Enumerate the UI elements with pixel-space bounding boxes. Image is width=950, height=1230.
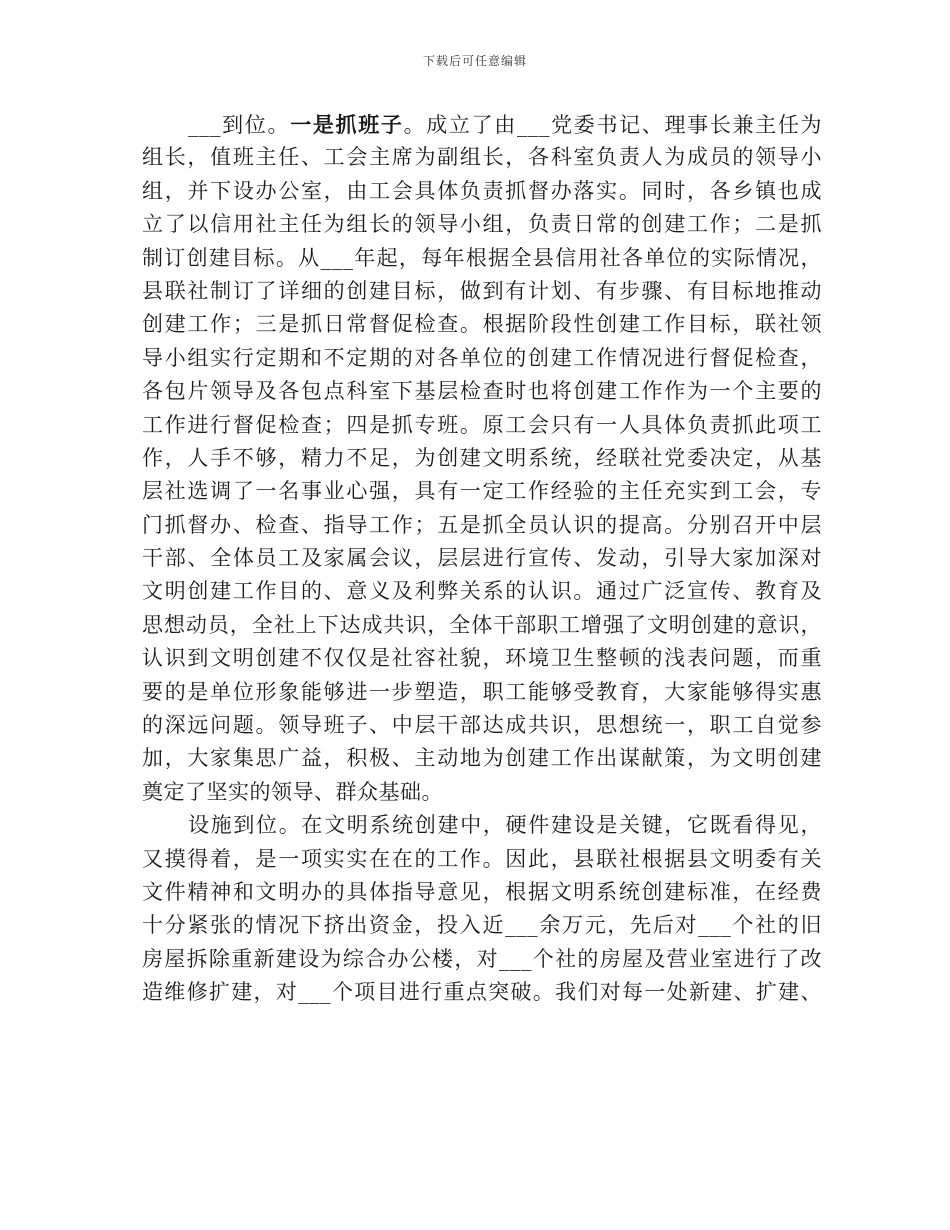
paragraph [142,809,822,1009]
text-line: 十分紧张的情况下挤出资金，投入近___余万元，先后对___个社的旧 [142,913,822,938]
text-line: 县联社制订了详细的创建目标，做到有计划、有步骤、有目标地推动 [142,278,822,303]
text-line: 工作进行督促检查；四是抓专班。原工会只有一人具体负责抓此项工 [142,412,822,437]
text-line: 层社选调了一名事业心强，具有一定工作经验的主任充实到工会，专 [142,479,822,504]
text-run: ___到位。 [188,113,291,137]
text-line: 导小组实行定期和不定期的对各单位的创建工作情况进行督促检查， [142,345,822,370]
paragraph [142,108,822,809]
text-line: 设施到位。在文明系统创建中，硬件建设是关键，它既看得见， [188,813,822,838]
page-header-caption: 下载后可任意编辑 [422,54,527,68]
document-body [142,108,822,1010]
text-line: 要的是单位形象能够进一步塑造，职工能够受教育，大家能够得实惠 [142,679,822,704]
text-line: 认识到文明创建不仅仅是社容社貌，环境卫生整顿的浅表问题，而重 [142,646,822,671]
text-run: 。成立了由___党委书记、理事长兼主任为 [403,113,823,137]
text-line: 制订创建目标。从___年起，每年根据全县信用社各单位的实际情况， [142,245,822,270]
text-line: 创建工作；三是抓日常督促检查。根据阶段性创建工作目标，联社领 [142,312,822,337]
text-line: 门抓督办、检查、指导工作；五是抓全员认识的提高。分别召开中层 [142,512,822,537]
text-line: 文件精神和文明办的具体指导意见，根据文明系统创建标准，在经费 [142,879,822,904]
text-line [142,108,822,141]
text-line: 思想动员，全社上下达成共识，全体干部职工增强了文明创建的意识， [142,612,822,637]
text-line: 组，并下设办公室，由工会具体负责抓督办落实。同时，各乡镇也成 [142,178,822,203]
text-line: 奠定了坚实的领导、群众基础。 [142,779,443,804]
text-line: 各包片领导及各包点科室下基层检查时也将创建工作作为一个主要的 [142,379,822,404]
text-line: 组长，值班主任、工会主席为副组长，各科室负责人为成员的领导小 [142,145,822,170]
text-line: 加，大家集思广益，积极、主动地为创建工作出谋献策，为文明创建 [142,746,822,771]
text-line: 作，人手不够，精力不足，为创建文明系统，经联社党委决定，从基 [142,445,822,470]
text-line: 造维修扩建，对___个项目进行重点突破。我们对每一处新建、扩建、 [142,980,822,1005]
text-line: 房屋拆除重新建设为综合办公楼，对___个社的房屋及营业室进行了改 [142,946,822,971]
text-line: 文明创建工作目的、意义及利弊关系的认识。通过广泛宣传、教育及 [142,579,822,604]
text-line: 的深远问题。领导班子、中层干部达成共识，思想统一，职工自觉参 [142,713,822,738]
bold-heading-run: 一是抓班子 [290,112,404,137]
text-line: 干部、全体员工及家属会议，层层进行宣传、发动，引导大家加深对 [142,546,822,571]
text-line: 立了以信用社主任为组长的领导小组，负责日常的创建工作；二是抓 [142,212,822,237]
text-line: 又摸得着，是一项实实在在的工作。因此，县联社根据县文明委有关 [142,846,822,871]
